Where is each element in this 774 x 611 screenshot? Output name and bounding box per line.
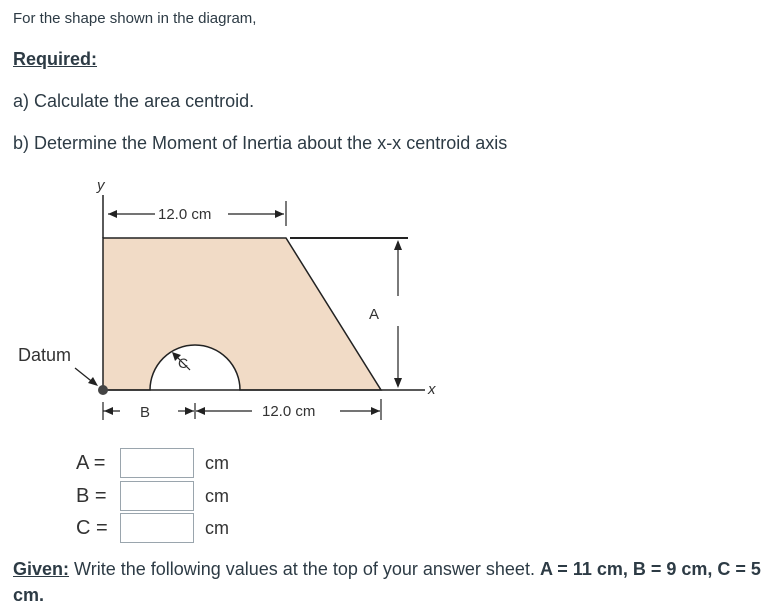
b-dim-arrow-left — [104, 407, 113, 415]
answer-a-label: A = — [76, 452, 106, 474]
answer-c-unit: cm — [205, 518, 229, 538]
top-dim-arrow-right — [275, 210, 284, 218]
height-arrow-up — [394, 240, 402, 250]
given-values: A = 11 cm, B = 9 cm, C = 5 cm. — [13, 559, 761, 605]
answer-c-input[interactable] — [120, 513, 194, 543]
answer-b-label: B = — [76, 485, 107, 507]
bottom-dimension-label: 12.0 cm — [262, 403, 316, 420]
answer-b-unit: cm — [205, 486, 229, 506]
label-a: A — [369, 306, 380, 323]
datum-arrow-head — [88, 377, 98, 386]
datum-label: Datum — [18, 345, 72, 365]
base-dim-arrow-right — [371, 407, 380, 415]
answer-b-input[interactable] — [120, 481, 194, 511]
required-heading: Required: — [13, 49, 98, 69]
given-note — [13, 556, 763, 608]
x-axis-label: x — [428, 381, 436, 398]
part-b-text: b) Determine the Moment of Inertia about the x-x centroid axis — [13, 133, 508, 153]
given-text: Write the following values at the top of your answer sheet. — [74, 559, 535, 579]
answer-a-input[interactable] — [120, 448, 194, 478]
trapezoid-shape — [103, 238, 381, 390]
datum-point — [98, 385, 108, 395]
top-dim-arrow-left — [108, 210, 117, 218]
label-c: C — [178, 355, 189, 371]
question-intro: For the shape shown in the diagram, — [13, 10, 257, 27]
height-arrow-down — [394, 378, 402, 388]
part-a-text: a) Calculate the area centroid. — [13, 91, 255, 111]
top-dimension-label: 12.0 cm — [158, 206, 212, 223]
answer-c-label: C = — [76, 517, 108, 539]
shape-diagram — [0, 170, 460, 430]
answer-a-unit: cm — [205, 453, 229, 473]
given-label: Given: — [13, 559, 70, 579]
y-axis-label: y — [97, 177, 105, 194]
label-b: B — [140, 404, 151, 421]
b-dim-arrow-right — [185, 407, 194, 415]
